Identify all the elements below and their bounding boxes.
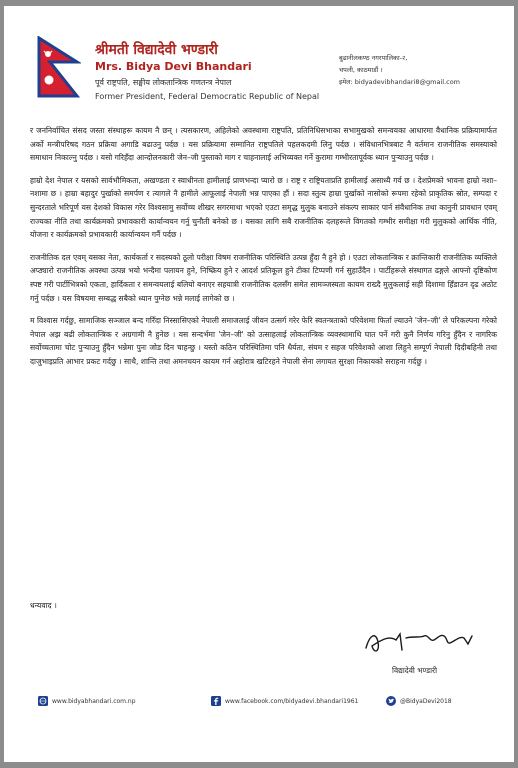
footer-twitter-text[interactable]: @BidyaDevi2018	[400, 697, 452, 705]
address-line-1: बुढानीलकण्ठ नगरपालिका-२,	[339, 54, 408, 62]
signature-icon	[360, 628, 478, 658]
body-paragraph-4: म विश्वास गर्दछु, सामाजिक सञ्जाल बन्द गरिँदा निस्सासिएको नेपाली समाजलाई जीवन उत्सर्ग गरेर फेरि स्वतन्त्रताको परिवेशमा फिर्ता ल्याउने 'जेन–जी' ले परिकल्पना गरेको नेपाल अझ बढी लोकतान्त्रिक र अग्रगामी नै हुनेछ । यस सन्दर्भमा 'जेन–जी' को उत्साहलाई लोकतान्त्रिक व्यवस्थामाथि घात पर्ने गरी कुनै निर्णय गरिनु हुँदैन र नागरिक सर्वोच्चतामा चोट पुऱ्याउनु हुँदैन भन्नेमा पुनः जोड दिन चाहन्छु । यस्तो कठिन परिस्थितिमा पनि धैर्यता, संयम र सहज परिवेशको आशा लिहुने सम्पूर्ण नेपाली दिदीबहिनी तथा दाजुभाइप्रति आभार प्रकट गर्दछु । साथै, शान्ति तथा अमनचयन कायम गर्न अहोरात्र खटिरहने नेपाली सेना लगायत सुरक्षा निकायको सराहना गर्दछु ।	[30, 316, 497, 366]
body-paragraph-2: हाम्रो देश नेपाल र यसको सार्वभौमिकता, अखण्डता र स्वाधीनता हामीलाई प्राणभन्दा प्यारो छ । राष्ट्र र राष्ट्रियताप्रति हामीलाई असाध्यै गर्व छ । देशप्रेमको भावना हाम्रो नशा–नशामा छ । हाम्रा बहादुर पुर्खाको समर्पण र त्यागले नै हामीले आफूलाई नेपाली भन्न पाएका हौं । सदा स्तुत्य हाम्रा पुर्खाको नासोको रूपमा रहेको प्राकृतिक स्रोत, सम्पदा र सुन्दरताले भरिपूर्ण यस देशको विकास गरेर विश्वसामु सर्वोच्च शीखर सगरमाथा भएको एउटा समृद्ध मुलुक बनाउने संकल्प साकार पार्न संवैधानिक तथा कानुनी प्रावधान एवम् राज्यका नीति तथा कार्यक्रमको प्रभावकारी कार्यान्वयन गर्नु चुनौती बनेको छ । यसका लागि सबै राजनीतिक दलहरूले विगतको गम्भीर समीक्षा गरी मुलुकको आर्थिक नीति, योजना र कार्यक्रमको प्रभावकारी कार्यान्वयन गर्नै पर्दछ ।	[30, 175, 497, 240]
closing-text: धन्यवाद ।	[30, 601, 57, 610]
letter-page	[4, 6, 514, 762]
twitter-icon	[386, 696, 396, 706]
footer-facebook[interactable]	[211, 696, 358, 706]
letterhead-address	[339, 52, 460, 88]
email-label: इमेल:	[339, 78, 353, 86]
body-paragraph-1: र जननिर्वाचित संसद जस्ता संस्थाहरू कायम नै छन् । त्यसकारण, अहिलेको अवस्थामा राष्ट्रपति, प्रतिनिधिसभाका सभामुखको समन्वयका आधारमा वैधानिक प्रक्रियामार्फत अर्को मन्त्रीपरिषद गठन प्रक्रिया अगाडि बढाउनु पर्दछ । यस प्रक्रियामा सम्मानित राष्ट्रपतिले पहलकदमी लिनु पर्दछ । संविधानभित्रबाट नै वर्तमान राजनीतिक समस्याको समाधान निकाल्नु पर्दछ । यसो गरिहँदा आन्दोलनकारी जेन–जी पुस्ताको माग र चाहनालाई अभिव्यक्त गर्ने कुरामा गम्भीरतापूर्वक ध्यान पुऱ्याउनु पर्दछ ।	[30, 126, 497, 163]
letterhead-title-english: Former President, Federal Democratic Republic of Nepal	[95, 92, 320, 101]
letter-body	[30, 124, 497, 378]
footer-website[interactable]	[38, 696, 136, 706]
facebook-icon	[211, 696, 221, 706]
footer-website-text[interactable]: www.bidyabhandari.com.np	[52, 697, 136, 705]
letterhead-name-english: Mrs. Bidya Devi Bhandari	[95, 60, 252, 73]
email-address[interactable]: bidyadevibhandari8@gmail.com	[354, 78, 461, 86]
footer-facebook-text[interactable]: www.facebook.com/bidyadevi.bhandari1961	[225, 697, 359, 705]
address-line-2: चपली, काठमाडौं ।	[339, 66, 383, 74]
letterhead-name-nepali: श्रीमती विद्यादेवी भण्डारी	[95, 42, 218, 58]
letterhead-title-nepali: पूर्व राष्ट्रपति, सङ्घीय लोकतान्त्रिक गणतन्त्र नेपाल	[95, 78, 232, 87]
footer-twitter[interactable]	[386, 696, 452, 706]
nepal-flag-icon	[37, 36, 81, 98]
signer-name: विद्यादेवी भण्डारी	[392, 666, 438, 675]
globe-icon	[38, 696, 48, 706]
body-paragraph-3: राजनीतिक दल एवम् यसका नेता, कार्यकर्ता र सदस्यको ठूलो परीक्षा विषम राजनीतिक परिस्थिति उत्पन्न हुँदा नै हुने हो । एउटा लोकतान्त्रिक र क्रान्तिकारी राजनीतिक व्यक्तिले अप्ठ्यारो राजनीतिक अवस्था उत्पन्न भयो भन्दैमा पलायन हुने, निष्क्रिय हुने र आदर्श प्रतिकूल हुने टीका टिप्पणी गर्न सुहाउँदैन । पार्टीहरूले संस्थागत ढङ्गले आफ्नो दृष्टिकोण स्पष्ट गरी पार्टीभित्रको एकता, हार्दिकता र समन्वयलाई बलियो बनाएर सहयात्री राजनीतिक दलसँग समेत सामञ्जस्यता कायम राख्दै मुलुकलाई सही दिशामा हिँडाउन दृढ अठोट गर्नु पर्दछ । यस विषयमा सम्बद्ध सबैको ध्यान पुग्नेछ भन्ने मलाई लागेको छ ।	[30, 252, 497, 303]
email-line	[339, 76, 460, 88]
letter-footer	[4, 696, 514, 716]
